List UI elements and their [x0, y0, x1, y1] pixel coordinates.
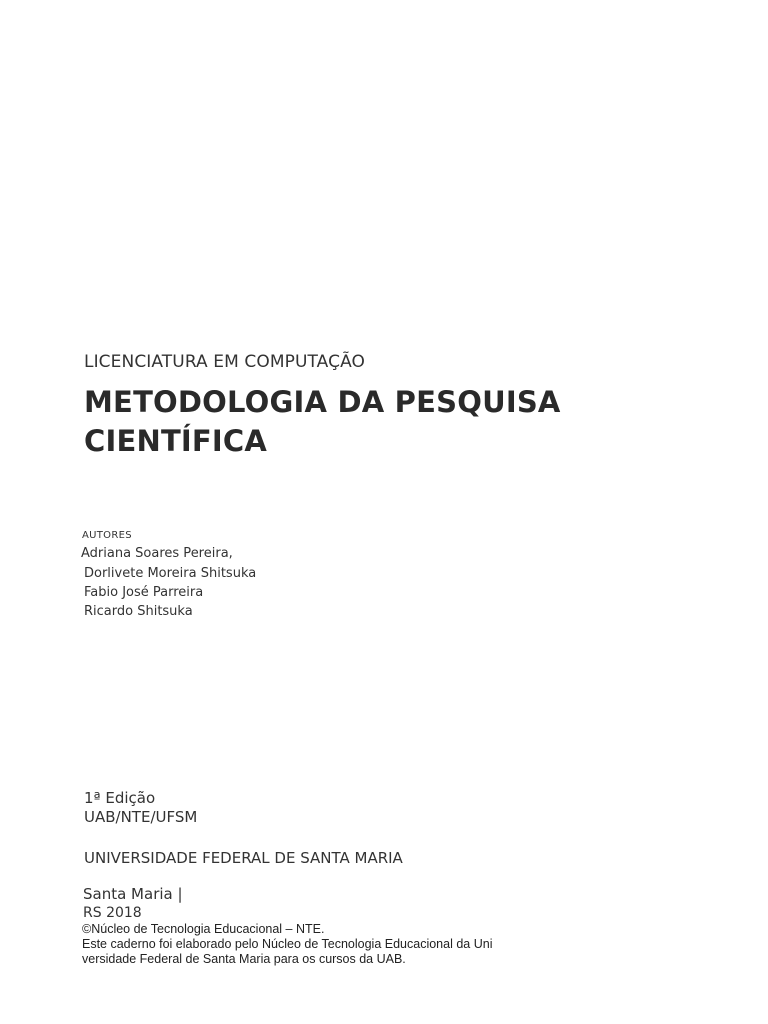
publisher: UAB/NTE/UFSM — [84, 808, 198, 826]
copyright-notice: ©Núcleo de Tecnologia Educacional – NTE. — [82, 922, 325, 936]
book-title-line-1: METODOLOGIA DA PESQUISA — [84, 385, 561, 419]
book-title — [84, 383, 561, 461]
book-title-line-2: CIENTÍFICA — [84, 424, 268, 458]
university-name: UNIVERSIDADE FEDERAL DE SANTA MARIA — [84, 849, 403, 867]
credits-line: versidade Federal de Santa Maria para os cursos da UAB. — [82, 952, 406, 966]
course-name: LICENCIATURA EM COMPUTAÇÃO — [84, 352, 365, 372]
author-name: Adriana Soares Pereira, — [81, 546, 233, 561]
authors-label: AUTORES — [82, 530, 132, 541]
edition: 1ª Edição — [84, 789, 156, 807]
publication-year: RS 2018 — [83, 905, 142, 921]
author-name: Dorlivete Moreira Shitsuka — [84, 566, 257, 581]
credits-line: Este caderno foi elaborado pelo Núcleo de Tecnologia Educacional da Uni — [82, 937, 493, 951]
author-name: Ricardo Shitsuka — [84, 604, 193, 619]
publication-city: Santa Maria | — [83, 885, 183, 903]
author-name: Fabio José Parreira — [84, 585, 204, 600]
